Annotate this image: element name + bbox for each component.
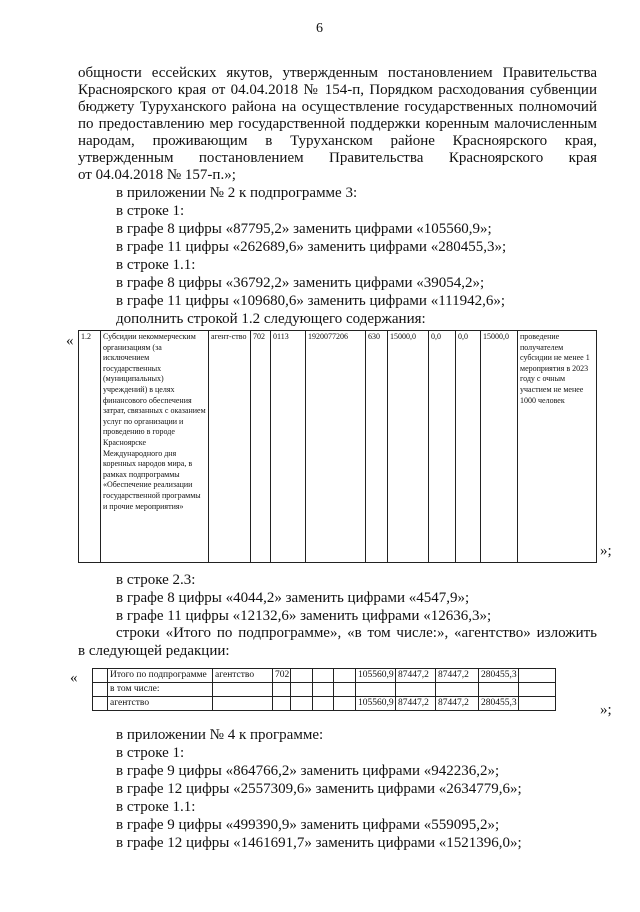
paragraph-line: народам, проживающим в Туруханском районе Красноярского края, xyxy=(78,133,597,149)
table-cell xyxy=(273,697,291,711)
table-row xyxy=(93,697,556,711)
table-cell: 87447,2 xyxy=(436,669,479,683)
table-cell: 0,0 xyxy=(429,331,456,563)
table-cell xyxy=(396,683,436,697)
table-cell xyxy=(313,683,334,697)
instruction-line: в графе 9 цифры «499390,9» заменить цифрами «559095,2»; xyxy=(116,817,500,833)
table-cell: 0113 xyxy=(271,331,306,563)
close-quote: »; xyxy=(600,543,612,559)
open-quote-2: « xyxy=(70,670,78,686)
instruction-line: в графе 11 цифры «109680,6» заменить цифрами «111942,6»; xyxy=(116,293,506,309)
table-cell xyxy=(519,697,556,711)
instruction-line: в графе 8 цифры «87795,2» заменить цифрами «105560,9»; xyxy=(116,221,492,237)
table-cell xyxy=(519,669,556,683)
table-cell: агент-ство xyxy=(209,331,251,563)
table-cell xyxy=(436,683,479,697)
totals-table xyxy=(92,668,556,711)
table-cell xyxy=(479,683,519,697)
instruction-line: в графе 8 цифры «36792,2» заменить цифрами «39054,2»; xyxy=(116,275,485,291)
table-cell: 280455,3 xyxy=(479,669,519,683)
paragraph-line: от 04.04.2018 № 157-п.»; xyxy=(78,167,236,183)
table-row xyxy=(93,683,556,697)
table-row xyxy=(79,331,597,563)
table-cell xyxy=(273,683,291,697)
table-cell: 630 xyxy=(366,331,388,563)
instruction-line: в графе 8 цифры «4044,2» заменить цифрами «4547,9»; xyxy=(116,590,470,606)
table-cell: 280455,3 xyxy=(479,697,519,711)
table-cell: 702 xyxy=(273,669,291,683)
instruction-line: в приложении № 4 к программе: xyxy=(116,727,324,743)
table-cell: 105560,9 xyxy=(356,697,396,711)
table-cell xyxy=(334,669,356,683)
instruction-line: в строке 1: xyxy=(116,203,185,219)
page-number: 6 xyxy=(316,21,323,36)
instruction-line: в приложении № 2 к подпрограмме 3: xyxy=(116,185,358,201)
table-cell xyxy=(356,683,396,697)
table-cell xyxy=(93,697,108,711)
table-cell xyxy=(519,683,556,697)
paragraph-line: утвержденным постановлением Правительства Красноярского края xyxy=(78,150,597,166)
instruction-line: в следующей редакции: xyxy=(78,643,230,659)
table-cell: 15000,0 xyxy=(388,331,429,563)
table-cell: агентство xyxy=(108,697,213,711)
paragraph-line: по предоставлению мер государственной поддержки коренным малочисленным xyxy=(78,116,597,132)
instruction-line: дополнить строкой 1.2 следующего содержания: xyxy=(116,311,426,327)
table-cell: 87447,2 xyxy=(436,697,479,711)
table-cell xyxy=(334,697,356,711)
table-cell xyxy=(313,669,334,683)
table-cell xyxy=(213,683,273,697)
paragraph-line: Красноярского края от 04.04.2018 № 154-п, Порядком расходования субвенции xyxy=(78,82,597,98)
instruction-line: в графе 11 цифры «262689,6» заменить цифрами «280455,3»; xyxy=(116,239,507,255)
paragraph-line: общности ессейских якутов, утвержденным постановлением Правительства xyxy=(78,65,597,81)
table-cell xyxy=(291,683,313,697)
instruction-line: строки «Итого по подпрограмме», «в том числе:», «агентство» изложить xyxy=(116,625,597,641)
instruction-line: в графе 11 цифры «12132,6» заменить цифрами «12636,3»; xyxy=(116,608,492,624)
table-cell: 702 xyxy=(251,331,271,563)
instruction-line: в графе 12 цифры «2557309,6» заменить цифрами «2634779,6»; xyxy=(116,781,522,797)
instruction-line: в строке 2.3: xyxy=(116,572,196,588)
table-cell: 15000,0 xyxy=(481,331,518,563)
close-quote-2: »; xyxy=(600,702,612,718)
table-cell: 87447,2 xyxy=(396,697,436,711)
table-cell xyxy=(291,669,313,683)
table-cell: 1.2 xyxy=(79,331,101,563)
table-cell xyxy=(213,697,273,711)
paragraph-line: бюджету Туруханского района на осуществление государственных полномочий xyxy=(78,99,597,115)
table-cell: 87447,2 xyxy=(396,669,436,683)
table-cell: 1920077206 xyxy=(306,331,366,563)
table-cell: 0,0 xyxy=(456,331,481,563)
table-row-1-2 xyxy=(78,330,597,563)
table-cell xyxy=(93,683,108,697)
table-cell xyxy=(291,697,313,711)
instruction-line: в графе 12 цифры «1461691,7» заменить цифрами «1521396,0»; xyxy=(116,835,522,851)
table-row xyxy=(93,669,556,683)
open-quote: « xyxy=(66,333,74,349)
table-cell: агентство xyxy=(213,669,273,683)
table-cell xyxy=(93,669,108,683)
instruction-line: в строке 1.1: xyxy=(116,799,196,815)
instruction-line: в строке 1: xyxy=(116,745,185,761)
table-cell: проведение получателем субсидии не менее 1 мероприятия в 2023 году с очным участием не менее 1000 человек xyxy=(518,331,597,563)
table-cell xyxy=(334,683,356,697)
table-cell: 105560,9 xyxy=(356,669,396,683)
table-cell: Итого по подпрограмме xyxy=(108,669,213,683)
instruction-line: в графе 9 цифры «864766,2» заменить цифрами «942236,2»; xyxy=(116,763,500,779)
table-cell: в том числе: xyxy=(108,683,213,697)
table-cell: Субсидии некоммерческим организациям (за исключением государственных (муниципальных) учреждений) в целях финансового обеспечения затрат, связанных с оказанием услуг по организации и проведению в городе Красноярске Международного дня коренных народов мира, в рамках подпрограммы «Обеспечение реализации государственной программы и прочие мероприятия» xyxy=(101,331,209,563)
table-cell xyxy=(313,697,334,711)
instruction-line: в строке 1.1: xyxy=(116,257,196,273)
